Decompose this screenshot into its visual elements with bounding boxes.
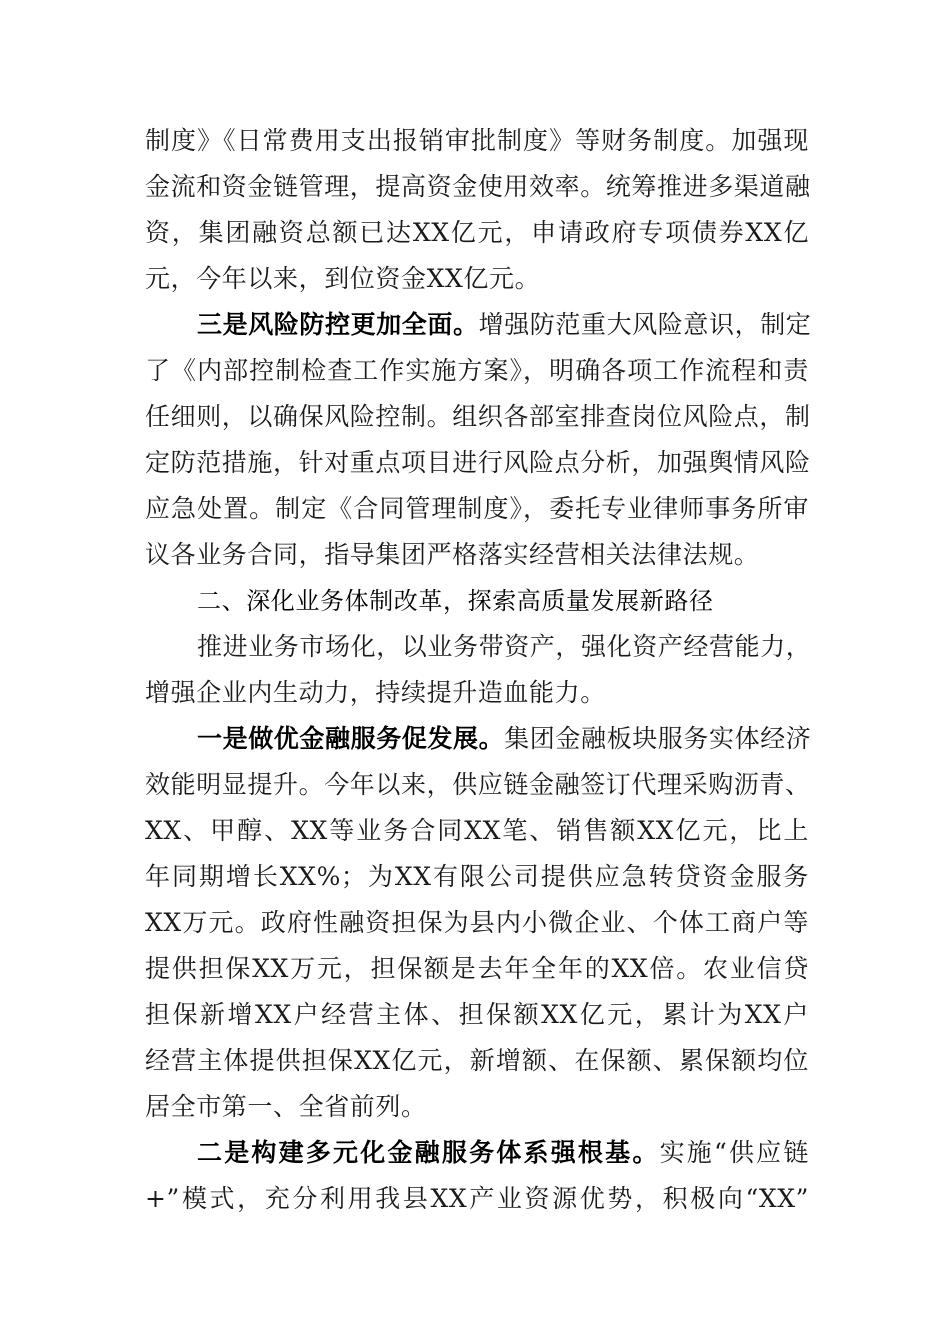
document-page xyxy=(145,118,812,1222)
text-line: XX、甲醇、XX等业务合同XX笔、销售额XX亿元，比上 xyxy=(145,816,809,845)
paragraph-financial-services xyxy=(145,716,812,1130)
paragraph-risk-control xyxy=(145,302,812,578)
text-line: 金流和资金链管理，提高资金使用效率。统筹推进多渠道融 xyxy=(145,172,811,201)
text-line: 提供担保XX万元，担保额是去年全年的XX倍。农业信贷 xyxy=(145,954,809,983)
text-line: 了《内部控制检查工作实施方案》，明确各项工作流程和责 xyxy=(145,356,809,385)
text-run: 实施“供应链 xyxy=(659,1138,809,1167)
text-line: 居全市第一、全省前列。 xyxy=(145,1092,427,1121)
paragraph-marketization xyxy=(145,624,812,716)
section-heading: 二、深化业务体制改革，探索高质量发展新路径 xyxy=(197,587,714,615)
text-line-with-lead xyxy=(145,302,812,348)
text-line: 制度》《日常费用支出报销审批制度》等财务制度。加强现 xyxy=(145,126,809,155)
text-line: XX万元。政府性融资担保为县内小微企业、个体工商户等 xyxy=(145,908,809,937)
text-line-with-lead xyxy=(145,1130,809,1176)
text-line: 应急处置。制定《合同管理制度》，委托专业律师事务所审 xyxy=(145,494,809,523)
paragraph-finance-system xyxy=(145,118,809,302)
paragraph-lead-bold: 一是做优金融服务促发展。 xyxy=(197,724,505,753)
text-line: 经营主体提供担保XX亿元，新增额、在保额、累保额均位 xyxy=(145,1046,809,1075)
text-run: 增强防范重大风险意识，制定 xyxy=(478,310,812,339)
text-line: 推进业务市场化，以业务带资产，强化资产经营能力， xyxy=(197,632,812,661)
text-line: 任细则，以确保风险控制。组织各部室排查岗位风险点，制 xyxy=(145,402,811,431)
text-line: 议各业务合同，指导集团严格落实经营相关法律法规。 xyxy=(145,540,760,569)
text-line: 年同期增长XX%；为XX有限公司提供应急转贷资金服务 xyxy=(145,862,809,891)
text-line: 资，集团融资总额已达XX亿元，申请政府专项债券XX亿 xyxy=(145,218,809,247)
text-line: +”模式，充分利用我县XX产业资源优势，积极向“XX” xyxy=(145,1184,809,1213)
text-line: 元，今年以来，到位资金XX亿元。 xyxy=(145,264,541,293)
text-line: 增强企业内生动力，持续提升造血能力。 xyxy=(145,678,606,707)
text-run: 集团金融板块服务实体经济 xyxy=(504,724,812,753)
text-line-with-lead xyxy=(145,716,812,762)
text-line: 效能明显提升。今年以来，供应链金融签订代理采购沥青、 xyxy=(145,770,811,799)
paragraph-lead-bold: 二是构建多元化金融服务体系强根基。 xyxy=(197,1138,660,1167)
text-line: 定防范措施，针对重点项目进行风险点分析，加强舆情风险 xyxy=(145,448,811,477)
text-line: 担保新增XX户经营主体、担保额XX亿元，累计为XX户 xyxy=(145,1000,809,1029)
paragraph-lead-bold: 三是风险防控更加全面。 xyxy=(197,310,479,339)
paragraph-diversified-finance xyxy=(145,1130,809,1222)
